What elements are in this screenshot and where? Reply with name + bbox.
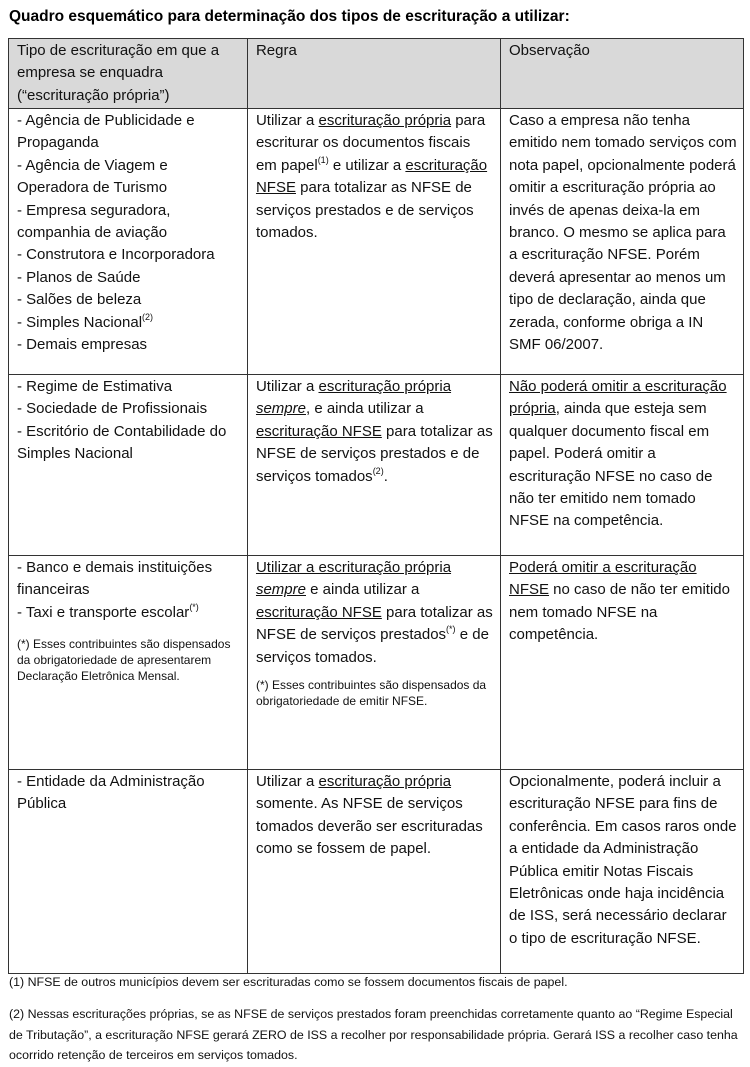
regra-cell <box>247 770 500 974</box>
rule-text: . <box>383 467 388 485</box>
footnote-ref: (2) <box>372 465 384 476</box>
header-observacao: Observação <box>501 39 744 109</box>
rule-emphasis: escrituração própria <box>318 378 452 395</box>
rule-text: para totalizar as NFSE de serviços prestados e de serviços tomados <box>255 422 493 485</box>
list-item <box>17 602 241 624</box>
header-tipo-escrituracao: Tipo de escrituração em que a empresa se enquadra (“escrituração própria”) <box>9 39 248 109</box>
list-item: - Planos de Saúde <box>17 268 141 286</box>
tipo-cell <box>9 109 248 375</box>
table-header-row <box>9 39 744 109</box>
rule-text: para escriturar os documentos fiscais em papel <box>255 112 486 174</box>
observacao-cell <box>501 375 744 556</box>
table-row <box>9 556 744 770</box>
observation-emphasis: Não poderá omitir a escrituração própria <box>509 378 727 418</box>
observacao-cell: Caso a empresa não tenha emitido nem tomado serviços com nota papel, opcionalmente poderá omitir a escrituração própria ao invés de apenas deixa-la em branco. O mesmo se aplica para a escrituração NFSE. Porém deverá apresentar ao menos um tipo de declaração, ainda que zerada, conforme obriga a IN SMF 06/2007. <box>501 109 744 375</box>
rule-text: e utilizar a <box>328 156 406 174</box>
rule-text: Utilizar a <box>255 773 319 790</box>
rule-text: e ainda utilizar a <box>306 581 420 599</box>
rule-emphasis: sempre <box>255 400 306 418</box>
list-item: - Regime de Estimativa <box>17 378 173 395</box>
rule-text: e de serviços tomados. <box>255 626 489 666</box>
rule-emphasis: escrituração própria <box>318 773 452 790</box>
list-item: - Agência de Publicidade e Propaganda <box>17 112 195 152</box>
footnote-ref: (*) <box>189 601 199 612</box>
rule-emphasis: sempre <box>255 581 306 599</box>
rule-text: Utilizar a <box>255 112 319 129</box>
list-item: - Demais empresas <box>17 336 148 354</box>
tipo-cell <box>9 375 248 556</box>
table-row <box>9 109 744 375</box>
rule-text: , e ainda utilizar a <box>306 400 424 418</box>
footnote-ref: (2) <box>142 311 154 322</box>
list-item: - Salões de beleza <box>17 291 142 309</box>
list-item: - Banco e demais instituições financeiras <box>17 559 213 599</box>
list-item: - Construtora e Incorporadora <box>17 246 215 264</box>
scheme-table <box>8 38 744 974</box>
regra-cell <box>247 375 500 556</box>
list-item-label: - Simples Nacional <box>17 313 143 331</box>
list-item: - Sociedade de Profissionais <box>17 400 208 418</box>
list-item: - Escritório de Contabilidade do Simples Nacional <box>17 422 227 463</box>
rule-text: para totalizar as NFSE de serviços prestados e de serviços tomados. <box>255 179 474 242</box>
rule-emphasis: Utilizar a escrituração própria <box>255 559 452 576</box>
footnote-ref: (1) <box>317 154 329 165</box>
observacao-cell <box>501 556 744 770</box>
header-regra: Regra <box>247 39 500 109</box>
tipo-cell <box>9 556 248 770</box>
document-title: Quadro esquemático para determinação dos tipos de escrituração a utilizar: <box>9 8 570 25</box>
regra-cell <box>247 556 500 770</box>
footnote-2: (2) Nessas escriturações próprias, se as NFSE de serviços prestados foram preenchidas corretamente quanto ao “Regime Especial de Tributação”, a escrituração NFSE gerará ZERO de ISS a recolher por responsabilidade própria. Gerará ISS a recolher caso tenha ocorrido retenção de terceiros em serviços tomados. <box>9 1007 738 1062</box>
rule-emphasis: escrituração própria <box>318 112 452 129</box>
cell-note: (*) Esses contribuintes são dispensados da obrigatoriedade de emitir NFSE. <box>255 678 487 709</box>
observation-text: , ainda que esteja sem qualquer documento fiscal em papel. Poderá omitir a escrituração NFSE no caso de não ter emitido nem tomado NFSE na competência. <box>509 400 713 530</box>
observation-text: no caso de não ter emitido nem tomado NFSE na competência. <box>509 581 730 644</box>
table-row <box>9 770 744 974</box>
list-item: - Empresa seguradora, companhia de aviação <box>17 201 171 242</box>
rule-text: para totalizar as NFSE de serviços prestados <box>255 603 493 644</box>
regra-cell <box>247 109 500 375</box>
rule-emphasis: escrituração NFSE <box>255 603 382 621</box>
observacao-cell: Opcionalmente, poderá incluir a escrituração NFSE para fins de conferência. Em casos raros onde a entidade da Administração Pública emitir Notas Fiscais Eletrônicas onde haja incidência de ISS, será necessário declarar o tipo de escrituração NFSE. <box>501 770 744 974</box>
list-item: - Agência de Viagem e Operadora de Turismo <box>17 156 168 197</box>
footnote-1: (1) NFSE de outros municípios devem ser escrituradas como se fossem documentos fiscais de papel. <box>9 975 568 989</box>
footnote-ref: (*) <box>446 624 456 635</box>
rule-text: Utilizar a <box>255 378 319 395</box>
rule-text: somente. As NFSE de serviços tomados deverão ser escrituradas como se fossem de papel. <box>255 795 483 858</box>
list-item-label: - Taxi e transporte escolar <box>17 603 190 621</box>
list-item: - Entidade da Administração Pública <box>17 773 205 813</box>
observation-emphasis: Poderá omitir a escrituração NFSE <box>509 559 697 599</box>
tipo-cell <box>9 770 248 974</box>
rule-emphasis: escrituração NFSE <box>255 422 382 440</box>
rule-emphasis: escrituração NFSE <box>255 156 488 197</box>
list-item <box>17 312 241 334</box>
table-row <box>9 375 744 556</box>
cell-note: (*) Esses contribuintes são dispensados da obrigatoriedade de apresentarem Declaração Eletrônica Mensal. <box>17 637 231 684</box>
